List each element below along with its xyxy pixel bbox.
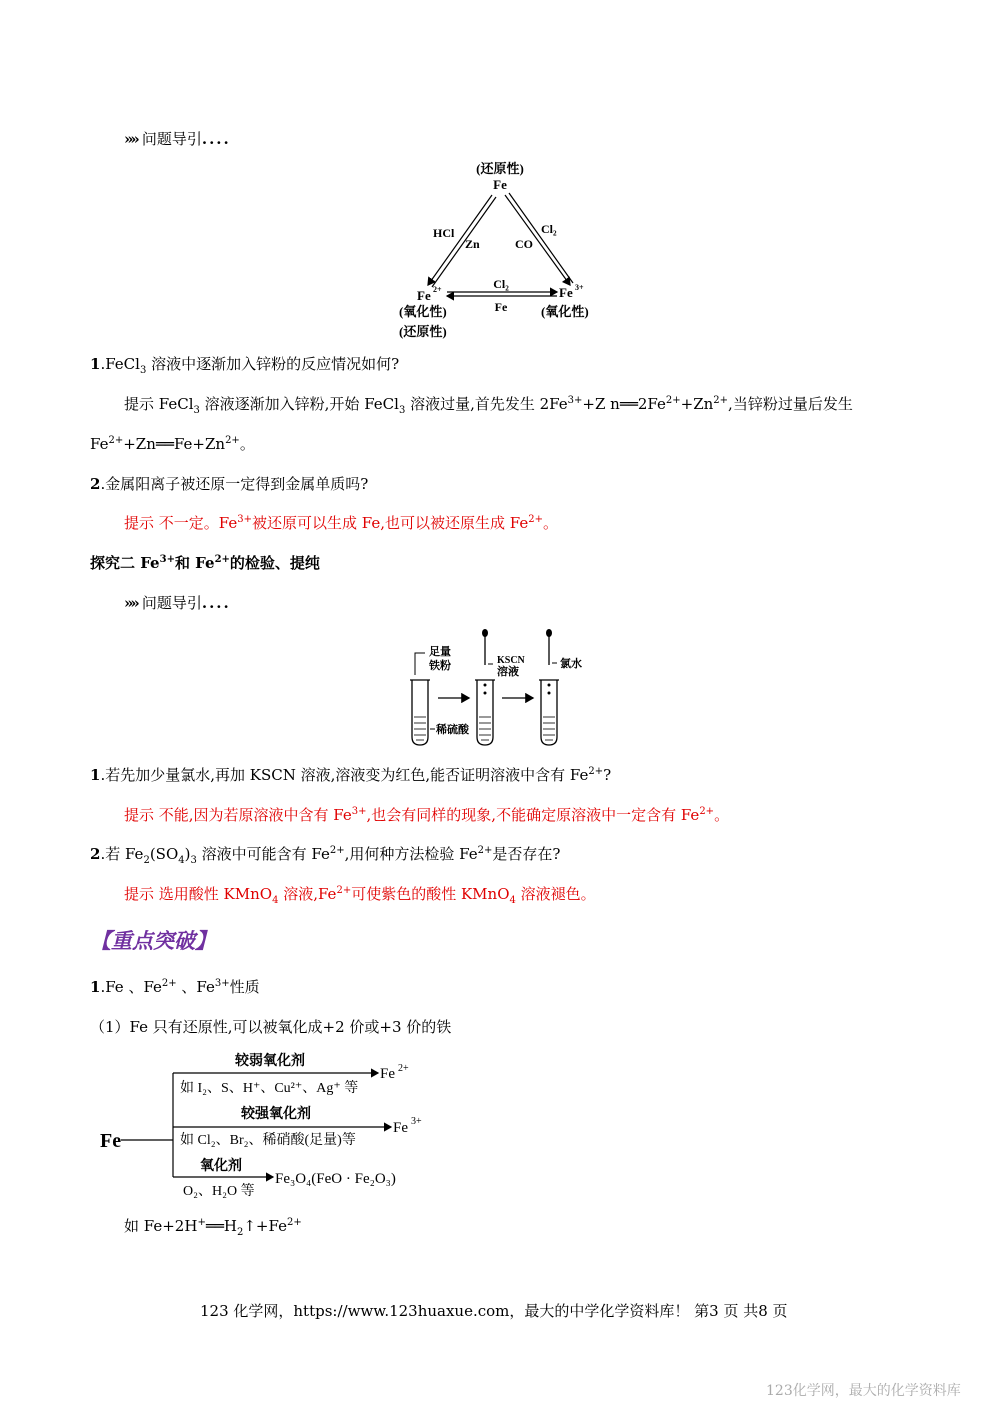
- tri-br-charge: 3+: [575, 283, 584, 292]
- page-footer: 123 化学网，https://www.123huaxue.com，最大的中学化学资料库！ 第3 页 共8 页: [200, 1302, 788, 1320]
- tri-br-main: Fe: [559, 285, 573, 300]
- tri-bl-main: Fe: [417, 288, 431, 303]
- question-4: 2.若 $Fe_2(SO_4)_3$ 溶液中可能含有 $Fe^{2+}$,用何种方法检验 $Fe^{2+}$是否存在?: [90, 845, 561, 866]
- branch-r2-sup: 3+: [411, 1116, 422, 1127]
- question-3: 1.若先加少量氯水,再加 KSCN 溶液,溶液变为红色,能否证明溶液中含有 $Fe^{2+}$?: [90, 766, 612, 784]
- branch-r3-bot: O₂、H₂O 等: [183, 1184, 255, 1199]
- tri-right-outer: Cl₂: [541, 222, 557, 236]
- fe-oxidation-branch-diagram: [95, 1045, 455, 1205]
- question-guide-1: »» 问题导引....: [124, 130, 231, 148]
- branch-r2-bot: 如 Cl₂、Br₂、稀硝酸(足量)等: [180, 1133, 356, 1148]
- branch-r1-prod: Fe: [380, 1066, 395, 1082]
- tri-br-prop: (氧化性): [541, 304, 589, 319]
- tri-bottom-top: Cl₂: [493, 277, 509, 291]
- branch-r2-top: 较强氧化剂: [241, 1107, 311, 1122]
- hint-4: 提示 选用酸性 KMnO$_4$ 溶液$,Fe^{2+}$可使紫色的酸性 KMnO$_4$ 溶液褪色。: [124, 885, 596, 906]
- tube-label-3: 稀硫酸: [436, 724, 469, 736]
- hint-1-line-2: $Fe^{2+}+Zn══Fe+Zn^{2+}$。: [90, 435, 255, 453]
- guide-dots: ....: [201, 594, 231, 612]
- hint-3: 提示 不能,因为若原溶液中含有 $Fe^{3+}$,也会有同样的现象,不能确定原溶液中一定含有 $Fe^{2+}$。: [124, 806, 730, 824]
- question-1: 1.FeCl$_3$ 溶液中逐渐加入锌粉的反应情况如何?: [90, 355, 400, 376]
- hint-2: 提示 不一定。$Fe^{3+}$被还原可以生成 Fe,也可以被还原生成 $Fe^{2+}$。: [124, 514, 558, 532]
- tri-left-inner: Zn: [465, 237, 480, 251]
- tube-label-1: 足量: [429, 646, 451, 658]
- tri-bl-prop2: (还原性): [399, 324, 447, 339]
- tube-label-5: 溶液: [497, 666, 519, 678]
- branch-r1-sup: 2+: [398, 1063, 409, 1074]
- guide-marker-icon: »: [124, 130, 131, 148]
- guide-dots: ....: [201, 130, 231, 148]
- question-guide-2: »» 问题导引....: [124, 594, 231, 612]
- watermark: 123化学网，最大的化学资料库: [766, 1383, 961, 1399]
- tube-label-4: KSCN: [497, 655, 525, 666]
- branch-r3-top: 氧化剂: [200, 1159, 242, 1174]
- iron-triangle-diagram: [385, 155, 615, 345]
- question-2: 2.金属阳离子被还原一定得到金属单质吗?: [90, 475, 369, 493]
- tri-bl-prop1: (氧化性): [399, 304, 447, 319]
- tri-top-prop: (还原性): [476, 161, 524, 176]
- example-equation: 如 $Fe+2H^+══H_2↑+Fe^{2+}$: [124, 1217, 302, 1238]
- tri-bottom-bot: Fe: [494, 300, 508, 314]
- branch-root: Fe: [100, 1130, 122, 1152]
- branch-r2-prod: Fe: [393, 1120, 408, 1136]
- branch-r1-top: 较弱氧化剂: [235, 1054, 305, 1069]
- tri-bl-charge: 2+: [433, 285, 442, 294]
- tube-label-2: 铁粉: [429, 660, 451, 672]
- section-2-title: 探究二 $Fe^{3+}$和 $Fe^{2+}$的检验、提纯: [90, 554, 320, 572]
- test-tube-diagram: [405, 625, 595, 750]
- key-points-heading: 【重点突破】: [90, 928, 216, 953]
- branch-r1-bot: 如 I₂、S、H⁺、Cu²⁺、Ag⁺ 等: [180, 1081, 359, 1096]
- tri-top: Fe: [493, 177, 507, 192]
- point-1-title: 1.Fe 、$Fe^{2+}$ 、$Fe^{3+}$性质: [90, 978, 260, 996]
- guide-marker-icon: »: [124, 594, 131, 612]
- tri-right-inner: CO: [515, 237, 533, 251]
- tri-left-outer: HCl: [433, 226, 455, 240]
- branch-r3-prod: Fe₃O₄(FeO · Fe₂O₃): [275, 1171, 396, 1187]
- hint-1-line-1: 提示 FeCl$_3$ 溶液逐渐加入锌粉,开始 FeCl$_3$ 溶液过量,首先发生 $2Fe^{3+}+Z$ $n══2Fe^{2+}+Zn^{2+}$,当锌粉过量后发生: [124, 395, 853, 416]
- tube-label-6: 氯水: [560, 658, 582, 670]
- point-1-sub-1: （1）Fe 只有还原性,可以被氧化成+2 价或+3 价的铁: [90, 1018, 452, 1036]
- guide-label: 问题导引: [141, 130, 202, 148]
- guide-label: 问题导引: [141, 594, 202, 612]
